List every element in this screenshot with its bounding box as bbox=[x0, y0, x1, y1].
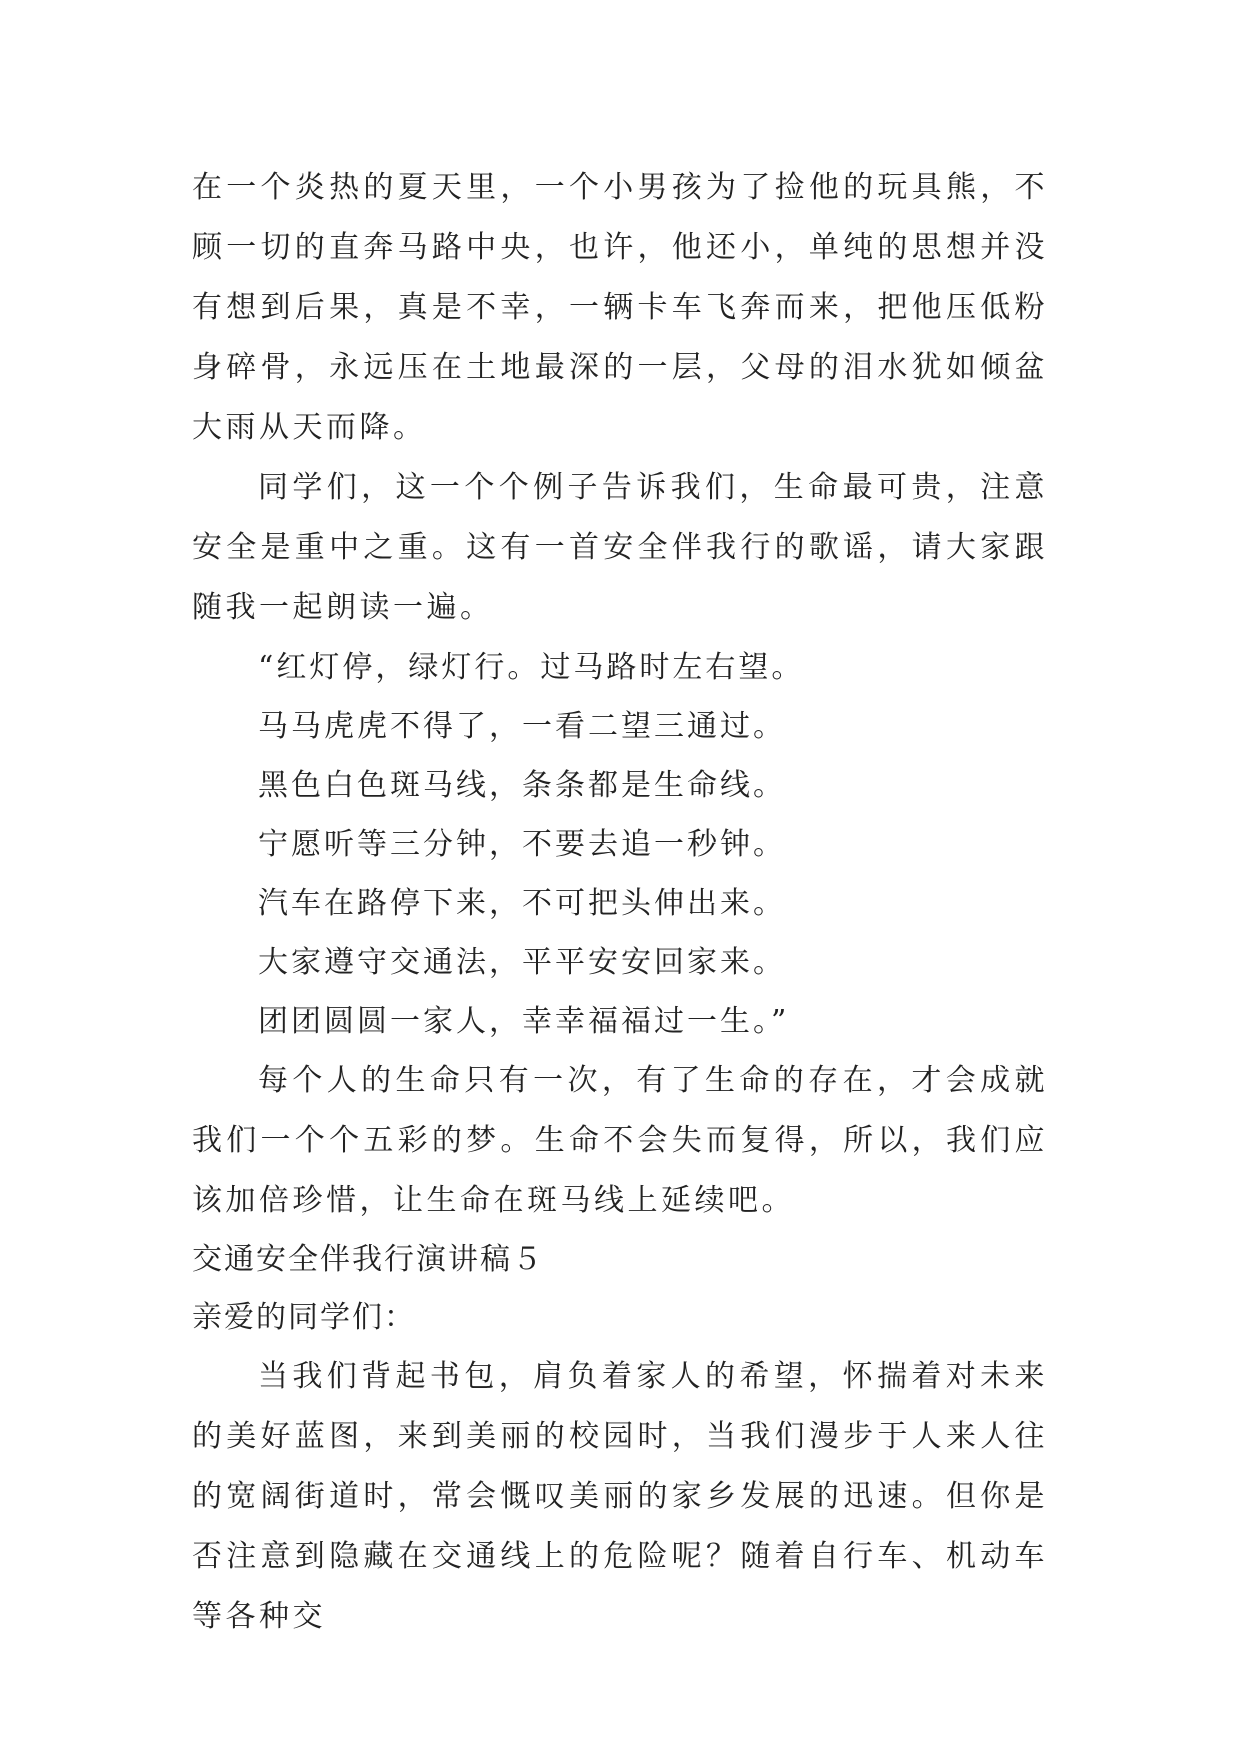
rhyme-line: 黑色白色斑马线，条条都是生命线。 bbox=[258, 768, 786, 803]
rhyme-line: 马马虎虎不得了，一看二望三通过。 bbox=[258, 709, 786, 744]
rhyme-line: 大家遵守交通法，平平安安回家来。 bbox=[258, 945, 786, 980]
rhyme-line: “红灯停，绿灯行。过马路时左右望。 bbox=[258, 650, 805, 685]
paragraph-accident-story: 在一个炎热的夏天里，一个小男孩为了捡他的玩具熊，不顾一切的直奔马路中央，也许，他还小，单纯的思想并没有想到后果，真是不幸，一辆卡车飞奔而来，把他压低粉身碎骨，永远压在土地最深的一层，父母的泪水犹如倾盆大雨从天而降。 bbox=[192, 170, 1048, 445]
section-title: 交通安全伴我行演讲稿５ bbox=[192, 1242, 544, 1277]
document-body bbox=[192, 158, 1048, 1647]
paragraph-speech-opening: 当我们背起书包，肩负着家人的希望，怀揣着对未来的美好蓝图，来到美丽的校园时，当我们漫步于人来人往的宽阔街道时，常会慨叹美丽的家乡发展的迅速。但你是否注意到隐藏在交通线上的危险呢？随着自行车、机动车等各种交 bbox=[192, 1359, 1048, 1634]
paragraph-safety-importance: 同学们，这一个个例子告诉我们，生命最可贵，注意安全是重中之重。这有一首安全伴我行的歌谣，请大家跟随我一起朗读一遍。 bbox=[192, 470, 1048, 625]
rhyme-line: 汽车在路停下来，不可把头伸出来。 bbox=[258, 886, 786, 921]
safety-rhyme bbox=[192, 638, 1048, 1051]
paragraph-cherish-life: 每个人的生命只有一次，有了生命的存在，才会成就我们一个个五彩的梦。生命不会失而复得，所以，我们应该加倍珍惜，让生命在斑马线上延续吧。 bbox=[192, 1063, 1048, 1218]
salutation: 亲爱的同学们： bbox=[192, 1300, 416, 1335]
rhyme-line: 团团圆圆一家人，幸幸福福过一生。” bbox=[258, 1004, 790, 1039]
rhyme-line: 宁愿听等三分钟，不要去追一秒钟。 bbox=[258, 827, 786, 862]
